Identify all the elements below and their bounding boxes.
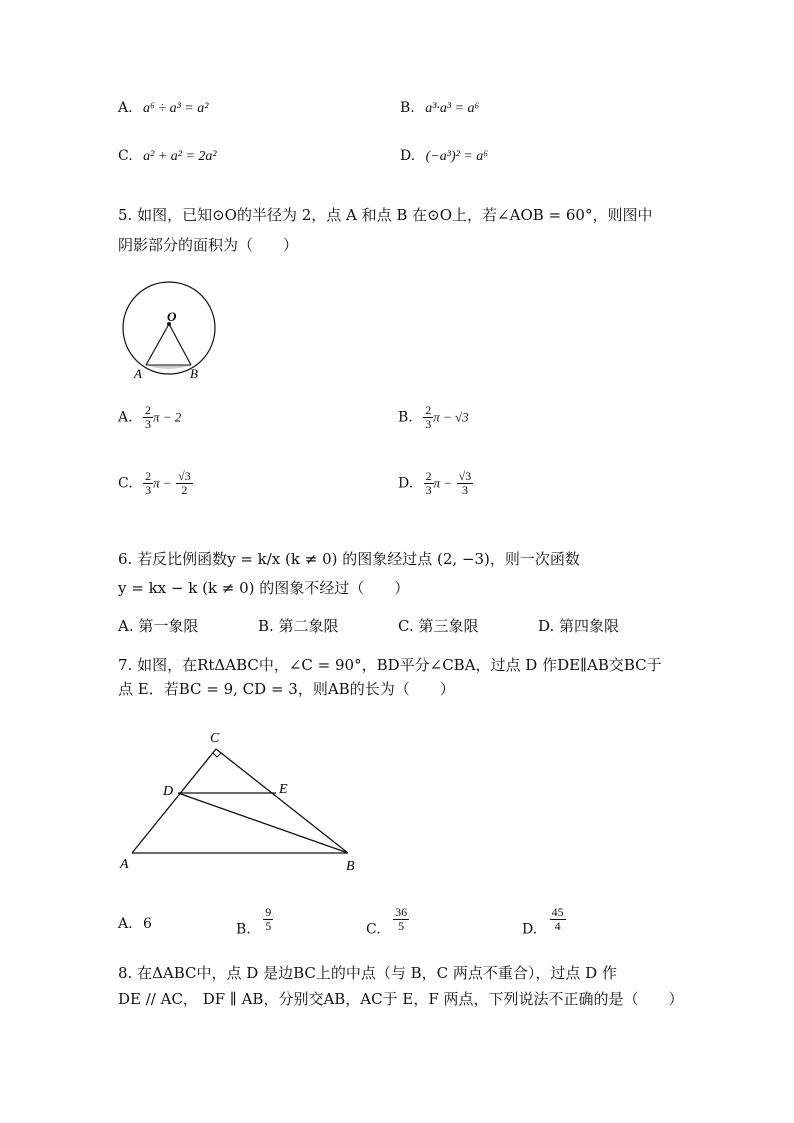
q8-stem-line2: DE // AC， DF ∥ AB，分别交AB，AC于 E，F 两点，下列说法不正确的是（ ） [118,990,684,1008]
q6-option-a: A. 第一象限 [118,617,199,635]
radius-ob [169,324,191,365]
fraction-sqrt: $\frac{√3}{3}$ [458,469,472,497]
option-letter: D. [522,921,538,938]
q6-option-c: C. 第三象限 [398,617,479,635]
option-letter: B. [400,100,415,116]
option-letter: C. [118,475,133,492]
q7-stem-line2: 点 E．若BC = 9, CD = 3，则AB的长为（ ） [118,680,455,698]
label-e: E [279,782,288,797]
fraction: $\frac{2}{3}$ [145,469,152,497]
fraction-sqrt: $\frac{√3}{2}$ [178,469,191,497]
option-expression: a⁶ ÷ a³ = a² [143,101,209,116]
option-letter: D. [400,148,416,164]
fraction: $\frac{9}{5}$ [265,905,272,933]
option-value: 6 [143,916,152,932]
q8-stem-line1: 8. 在ΔABC中，点 D 是边BC上的中点（与 B，C 两点不重合），过点 D 作 [118,964,617,982]
fraction: $\frac{2}{3}$ [425,403,432,431]
right-angle-mark [213,753,221,757]
label-b: B [346,859,355,874]
option-letter: A. [118,409,133,426]
fraction: $\frac{36}{5}$ [395,905,408,933]
label-a: A [134,366,142,381]
q6-stem-line2: y = kx − k (k ≠ 0) 的图象不经过（ ） [118,579,410,597]
q7-triangle-figure [112,722,372,880]
option-letter: D. [398,475,414,492]
q5-stem-line1: 5. 如图，已知⊙O的半径为 2，点 A 和点 B 在⊙O上，若∠AOB = 60°，则图中 [118,206,653,224]
q4-option-c [118,148,217,165]
label-o: O [167,309,177,324]
option-letter: C. [366,921,381,938]
circle-o [123,282,215,374]
label-c: C [210,731,220,746]
option-letter: B. [236,921,251,938]
fraction: $\frac{45}{4}$ [551,905,564,933]
q5-stem-line2: 阴影部分的面积为（ ） [118,236,299,254]
q4-option-d [400,148,488,165]
radius-oa [146,324,169,365]
q6-stem-line1: 6. 若反比例函数y = k/x (k ≠ 0) 的图象经过点 (2, −3)，则一次函数 [118,550,580,568]
q5-option-c: C. $\frac{2}{3}$ π − $\frac{√3}{2}$ [118,469,191,497]
option-letter: A. [118,100,133,116]
side-bc [216,749,348,853]
q7-stem-line1: 7. 如图，在RtΔABC中，∠C = 90°，BD平分∠CBA，过点 D 作DE∥AB交BC于 [118,656,662,674]
fraction: $\frac{2}{3}$ [425,469,432,497]
q6-option-b: B. 第二象限 [258,617,339,635]
option-letter: C. [118,148,133,164]
option-letter: B. [398,409,413,426]
side-ac [132,749,216,853]
q5-circle-figure [110,278,230,388]
label-d: D [163,784,174,799]
q5-option-d: D. $\frac{2}{3}$ π − $\frac{√3}{3}$ [398,469,472,497]
q4-option-a [118,100,208,117]
q6-option-d: D. 第四象限 [538,617,620,635]
shaded-segment [146,365,191,369]
option-expression: a³·a³ = a⁶ [425,101,480,116]
q5-option-b: B. $\frac{2}{3}$ π − √3 [398,403,469,431]
q7-option-b [236,906,273,938]
q7-option-c [366,906,409,938]
option-expression: (−a³)² = a⁶ [425,149,489,164]
fraction: $\frac{2}{3}$ [145,403,152,431]
q7-option-d [522,906,566,938]
q7-option-a [118,916,152,932]
option-expression: a² + a² = 2a² [143,149,217,164]
label-a: A [120,857,129,872]
label-b: B [190,366,198,381]
q4-option-b [400,100,479,117]
option-letter: A. [118,916,133,932]
q5-option-a: A. $\frac{2}{3}$ π − 2 [118,403,182,431]
segment-bd [178,793,348,853]
